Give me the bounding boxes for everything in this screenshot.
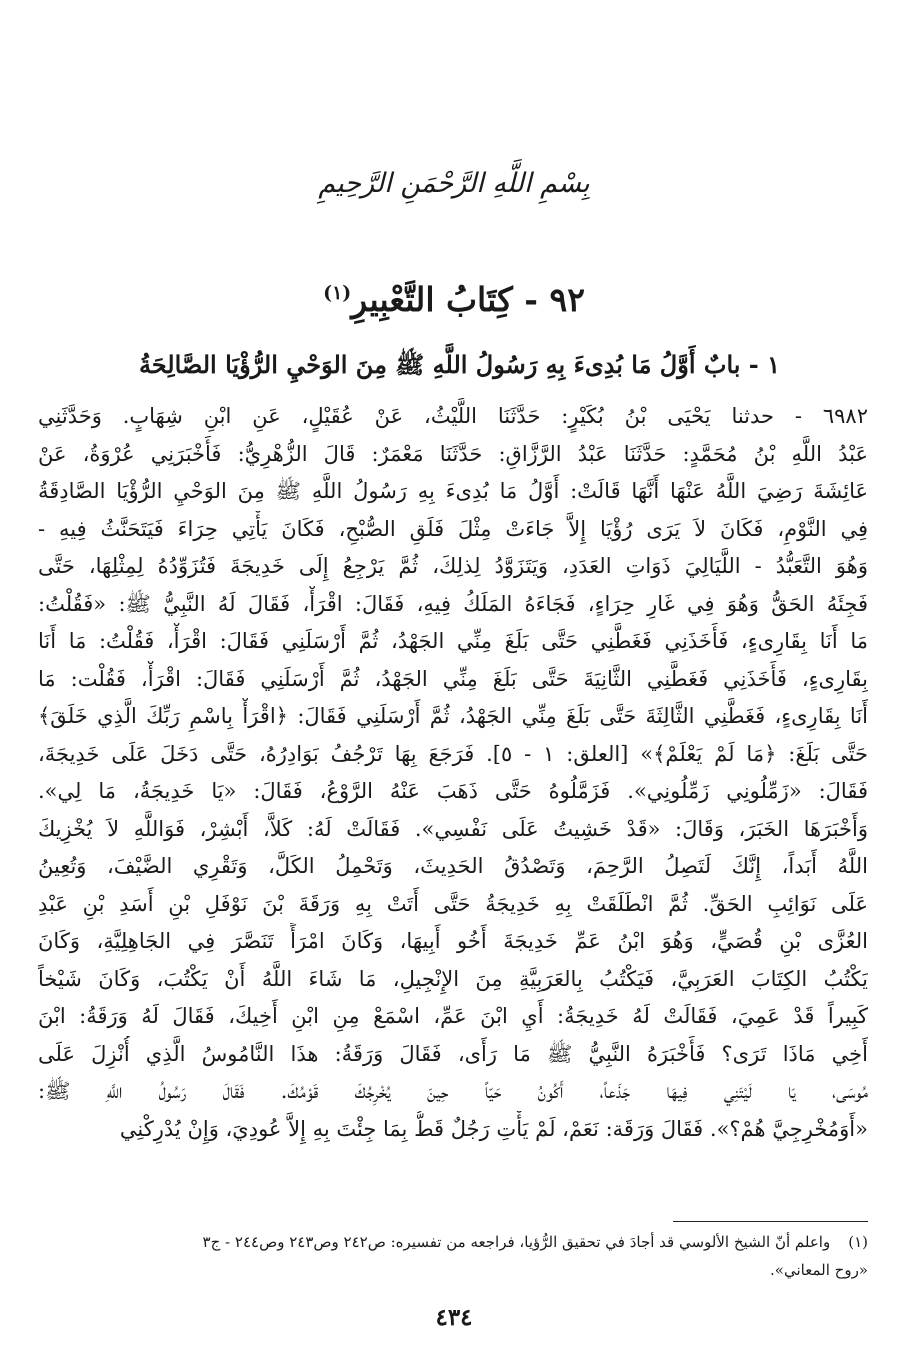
- footnote-text: واعلم أنّ الشيخ الألوسي قد أجادَ في تحقيق الرُّؤيا، فراجعه من تفسيره: ص٢٤٢ وص٢٤٣ وص٢٤٤ - ج٣: [202, 1233, 831, 1251]
- body-line: عَائِشَةَ رَضِيَ اللَّهُ عَنْهَا أَنَّهَا قَالَتْ: أَوَّلُ مَا بُدِىءَ بِهِ رَسُولُ اللَّهِ ﷺ مِنَ الوَحْيِ الرُّؤْيَا الصَّادِقَةُ: [38, 479, 868, 503]
- book-title: [0, 280, 908, 319]
- body-line: وَأَخْبَرَهَا الخَبَرَ، وَقَالَ: «قَدْ خَشِيتُ عَلَى نَفْسِي». فَقَالَتْ لَهُ: كَلاَّ، أَبْشِرْ، فَوَاللَّهِ لاَ يُخْزِيكَ: [38, 816, 868, 841]
- body-line: بِقَارِىءٍ، فَأَخَذَنِي فَغَطَّنِي الثَّانِيَةَ حَتَّى بَلَغَ مِنِّي الجَهْدُ، ثُمَّ أَرْسَلَنِي فَقَالَ: اقْرَأْ، فَقُلْت: مَا: [38, 666, 868, 691]
- footnote: [38, 1228, 868, 1284]
- footnote-divider: [673, 1221, 868, 1222]
- body-line: كَبِيراً قَدْ عَمِيَ، فَقَالَتْ لَهُ خَدِيجَةُ: أَيِ ابْنَ عَمِّ، اسْمَعْ مِنِ ابْنِ أَخِيكَ، فَقَالَ لَهُ وَرَقَةُ: ابْنَ: [38, 1004, 868, 1028]
- footnote-number: (١): [848, 1233, 868, 1251]
- book-title-text: ٩٢ - كِتَابُ التَّعْبِيرِ: [351, 280, 585, 319]
- body-line: ٦٩٨٢ - حدثنا يَحْيَى بْنُ بُكَيْرٍ: حَدَّثَنَا اللَّيْثُ، عَنْ عُقَيْلٍ، عَنِ ابْنِ شِهَابٍ. وَحَدَّثَنِي: [38, 404, 868, 428]
- body-line: حَتَّى بَلَغَ: ﴿مَا لَمْ يَعْلَمْ﴾» [العلق: ١ - ٥]. فَرَجَعَ بِهَا تَرْجُفُ بَوَادِرُهُ، حَتَّى دَخَلَ عَلَى خَدِيجَةَ،: [38, 741, 868, 766]
- body-line: مَا أَنَا بِقَارِىءٍ، فَأَخَذَنِي فَغَطَّنِي حَتَّى بَلَغَ مِنِّي الجَهْدُ، ثُمَّ أَرْسَلَنِي فَقَالَ: اقْرَأْ، فَقُلْتُ: مَا أَنَا: [38, 629, 868, 653]
- body-line: وَهُوَ التَّعَبُّدُ - اللَّيَالِيَ ذَوَاتِ العَدَدِ، وَيَتَزَوَّدُ لِذلِكَ، ثُمَّ يَرْجِعُ إِلَى خَدِيجَةَ فَتُزَوِّدُهُ لِمِثْلِهَا، حَتَّى: [38, 554, 868, 578]
- body-line: أَخِي مَاذَا تَرَى؟ فَأَخْبَرَهُ النَّبِيُّ ﷺ مَا رَأَى، فَقَالَ وَرَقَةُ: هذَا النَّامُوسُ الَّذِي أُنْزِلَ عَلَى: [38, 1041, 868, 1066]
- hadith-body-text: [38, 398, 868, 1148]
- body-line: فَجِئَهُ الحَقُّ وَهُوَ فِي غَارِ حِرَاءٍ، فَجَاءَهُ المَلَكُ فِيهِ، فَقَالَ: اقْرَأْ، فَقَالَ لَهُ النَّبِيُّ ﷺ: «فَقُلْتُ:: [38, 591, 868, 616]
- book-title-footnote-marker: (١): [323, 282, 352, 304]
- body-line: «أَوَمُخْرِجِيَّ هُمْ؟». فَقَالَ وَرَقَة: نَعَمْ، لَمْ يَأْتِ رَجُلٌ قَطُّ بِمَا جِئْتَ بِهِ إِلاَّ عُودِيَ، وَإِنْ يُدْرِكْنِي: [119, 1116, 868, 1141]
- body-line: يَكْتُبُ الكِتَابَ العَرَبِيَّ، فَيَكْتُبُ بِالعَرَبِيَّةِ مِنَ الإِنْجِيلِ، مَا شَاءَ اللَّهُ أَنْ يَكْتُبَ، وَكَانَ شَيْخاً: [38, 966, 868, 991]
- body-line: مُوسَى، يَا لَيْتَنِي فِيهَا جَذَعاً، أَكُونُ حَيّاً حِينَ يُخْرِجُكَ قَوْمُكَ. فَقَالَ رَسُولُ اللَّهِ ﷺ:: [38, 1079, 868, 1103]
- footnote-line-1: [38, 1228, 868, 1256]
- body-line: العُزَّى بْنِ قُصَيٍّ، وَهُوَ ابْنُ عَمِّ خَدِيجَةَ أَخُو أَبِيهَا، وَكَانَ امْرَأً تَنَصَّرَ فِي الجَاهِلِيَّةِ، وَكَانَ: [38, 929, 868, 953]
- body-line: عَلَى نَوَائِبِ الحَقِّ. ثُمَّ انْطَلَقَتْ بِهِ خَدِيجَةُ حَتَّى أَتَتْ بِهِ وَرَقَةَ بْنَ نَوْفَلِ بْنِ أَسَدِ بْنِ عَبْدِ: [38, 891, 868, 916]
- chapter-title: ١ - بابٌ أَوَّلُ مَا بُدِىءَ بِهِ رَسُولُ اللَّهِ ﷺ مِنَ الوَحْيِ الرُّؤْيَا الصَّالِحَةُ: [138, 350, 780, 379]
- body-line: أَنَا بِقَارِىءٍ، فَغَطَّنِي الثَّالِثَةَ حَتَّى بَلَغَ مِنِّي الجَهْدُ، ثُمَّ أَرْسَلَنِي فَقَالَ: ﴿اقْرَأْ بِاسْمِ رَبِّكَ الَّذِي خَلَقَ﴾: [38, 704, 868, 728]
- basmala-heading: بِسْمِ اللَّهِ الرَّحْمَنِ الرَّحِيمِ: [318, 168, 590, 199]
- body-line: فِي النَّوْمِ، فَكَانَ لاَ يَرَى رُؤْيَا إِلاَّ جَاءَتْ مِثْلَ فَلَقِ الصُّبْحِ، فَكَانَ يَأْتِي حِرَاءَ فَيَتَحَنَّثُ فِيهِ -: [38, 516, 868, 541]
- footnote-line-2: «روح المعاني».: [770, 1261, 868, 1279]
- body-line: اللَّهُ أَبَداً، إِنَّكَ لَتَصِلُ الرَّحِمَ، وَتَصْدُقُ الحَدِيثَ، وَتَحْمِلُ الكَلَّ، وَتَقْرِي الضَّيْفَ، وَتُعِينُ: [38, 854, 868, 878]
- page-number: ٤٣٤: [435, 1304, 473, 1331]
- body-line: فَقَالَ: «زَمِّلُونِي زَمِّلُونِي». فَزَمَّلُوهُ حَتَّى ذَهَبَ عَنْهُ الرَّوْعُ، فَقَالَ: «يَا خَدِيجَةُ، مَا لِي».: [38, 779, 868, 803]
- body-line: عَبْدُ اللَّهِ بْنُ مُحَمَّدٍ: حَدَّثَنَا عَبْدُ الرَّزَّاقِ: حَدَّثَنَا مَعْمَرٌ: قَالَ الزُّهْرِيُّ: فَأَخْبَرَنِي عُرْوَةُ، عَنْ: [38, 441, 868, 466]
